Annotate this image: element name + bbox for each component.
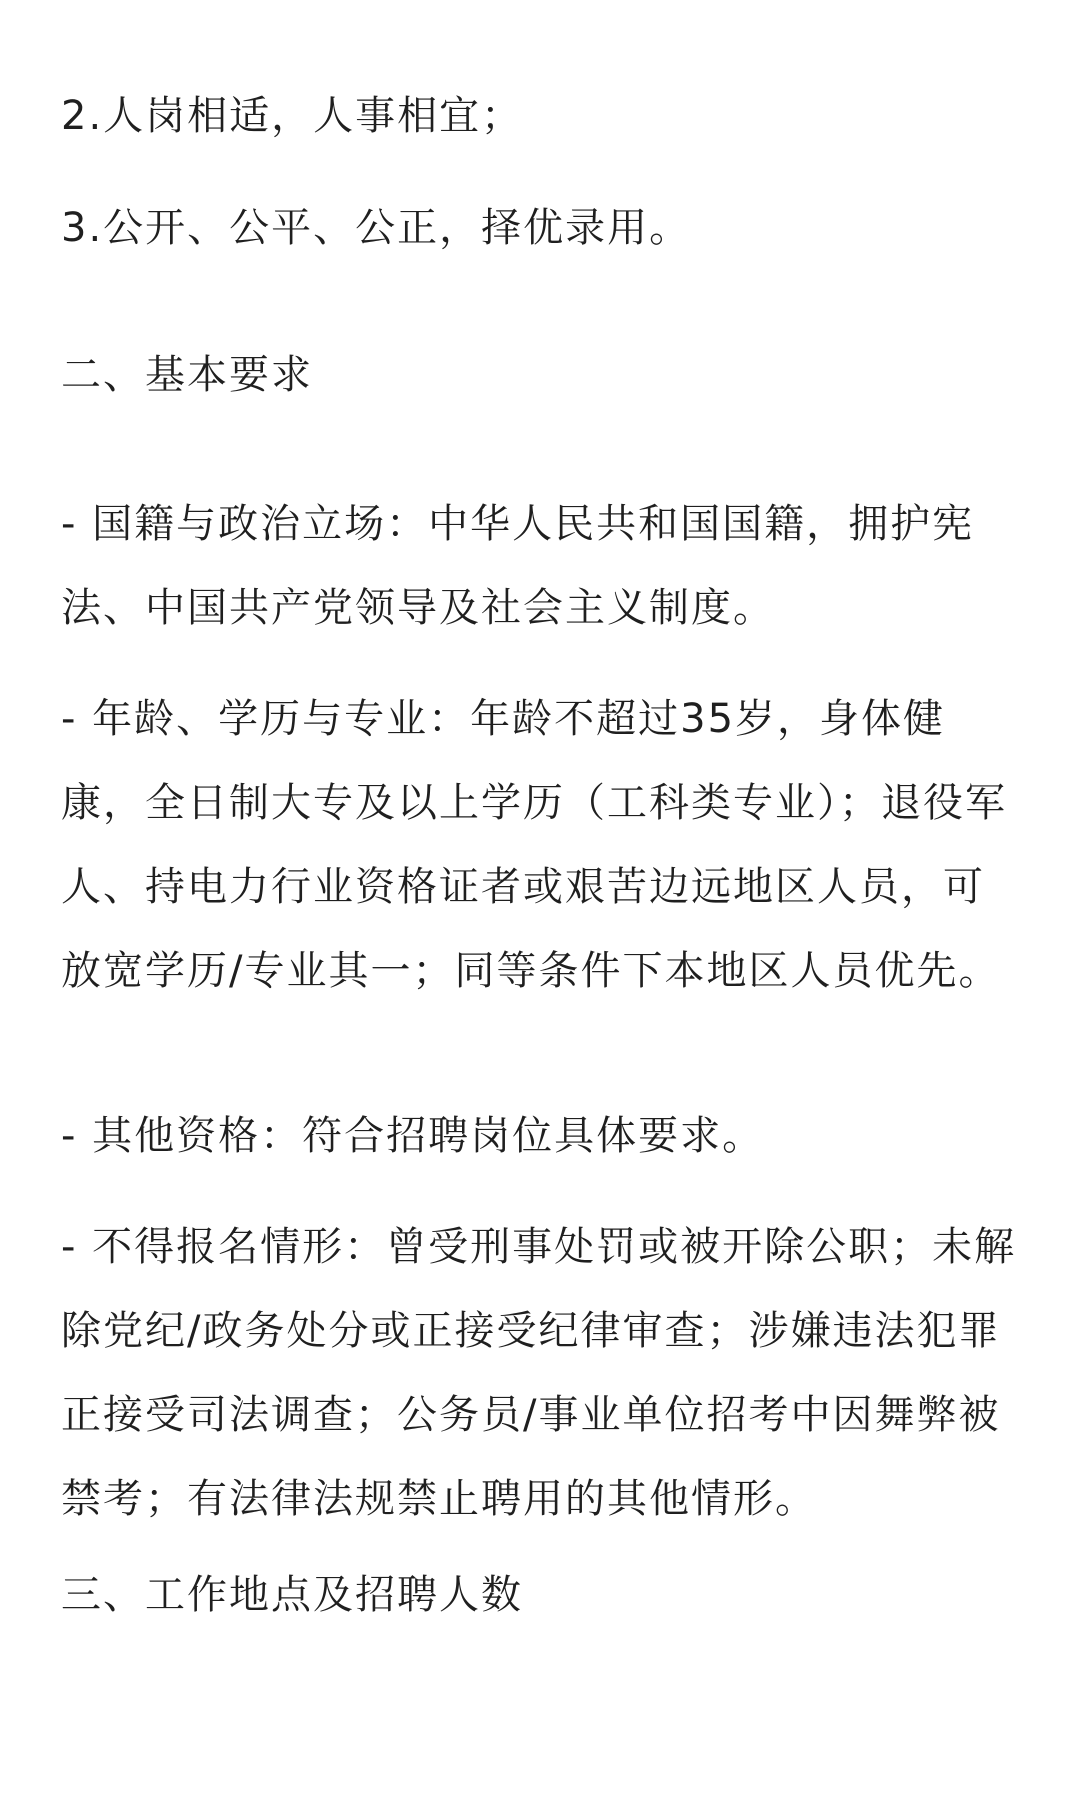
requirement-other: - 其他资格：符合招聘岗位具体要求。 <box>61 1113 765 1159</box>
section-two-heading: 二、基本要求 <box>61 352 313 398</box>
requirement-nationality: - 国籍与政治立场：中华人民共和国国籍，拥护宪法、中国共产党领导及社会主义制度。 <box>61 501 975 631</box>
principle-3: 3.公开、公平、公正，择优录用。 <box>61 205 692 251</box>
section-three-heading: 三、工作地点及招聘人数 <box>61 1572 523 1618</box>
principle-2: 2.人岗相适，人事相宜； <box>61 93 524 139</box>
requirement-exclusions: - 不得报名情形：曾受刑事处罚或被开除公职；未解除党纪/政务处分或正接受纪律审查；涉嫌违法犯罪正接受司法调查；公务员/事业单位招考中因舞弊被禁考；有法律法规禁止聘用的其他情形。 <box>61 1224 1017 1522</box>
requirement-age-education: - 年龄、学历与专业：年龄不超过35岁，身体健康，全日制大专及以上学历（工科类专业）；退役军人、持电力行业资格证者或艰苦边远地区人员，可放宽学历/专业其一；同等条件下本地区人员优先。 <box>61 696 1007 994</box>
